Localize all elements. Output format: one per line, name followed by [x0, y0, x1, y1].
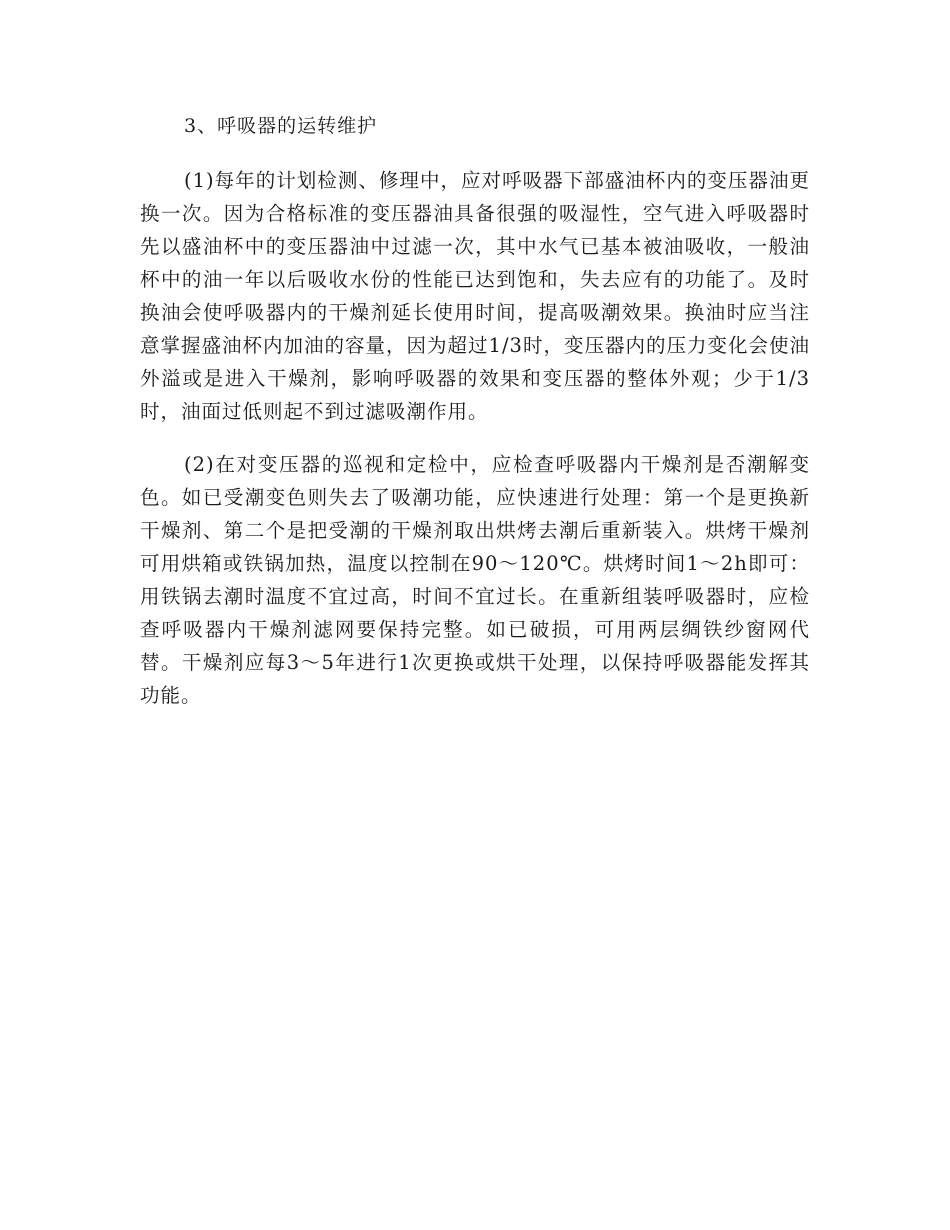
document-body — [140, 110, 810, 732]
paragraph-2: (2)在对变压器的巡视和定检中，应检查呼吸器内干燥剂是否潮解变色。如已受潮变色则失去了吸潮功能，应快速进行处理：第一个是更换新干燥剂、第二个是把受潮的干燥剂取出烘烤去潮后重新装入。烘烤干燥剂可用烘箱或铁锅加热，温度以控制在90～120℃。烘烤时间1～2h即可：用铁锅去潮时温度不宜过高，时间不宜过长。在重新组装呼吸器时，应检查呼吸器内干燥剂滤网要保持完整。如已破损，可用两层绸铁纱窗网代替。干燥剂应每3～5年进行1次更换或烘干处理，以保持呼吸器能发挥其功能。 — [140, 453, 810, 707]
paragraph-1: (1)每年的计划检测、修理中，应对呼吸器下部盛油杯内的变压器油更换一次。因为合格标准的变压器油具备很强的吸湿性，空气进入呼吸器时先以盛油杯中的变压器油中过滤一次，其中水气已基本被油吸收，一般油杯中的油一年以后吸收水份的性能已达到饱和，失去应有的功能了。及时换油会使呼吸器内的干燥剂延长使用时间，提高吸潮效果。换油时应当注意掌握盛油杯内加油的容量，因为超过1/3时，变压器内的压力变化会使油外溢或是进入干燥剂，影响呼吸器的效果和变压器的整体外观；少于1/3时，油面过低则起不到过滤吸潮作用。 — [140, 169, 810, 423]
section-heading: 3、呼吸器的运转维护 — [184, 115, 378, 137]
